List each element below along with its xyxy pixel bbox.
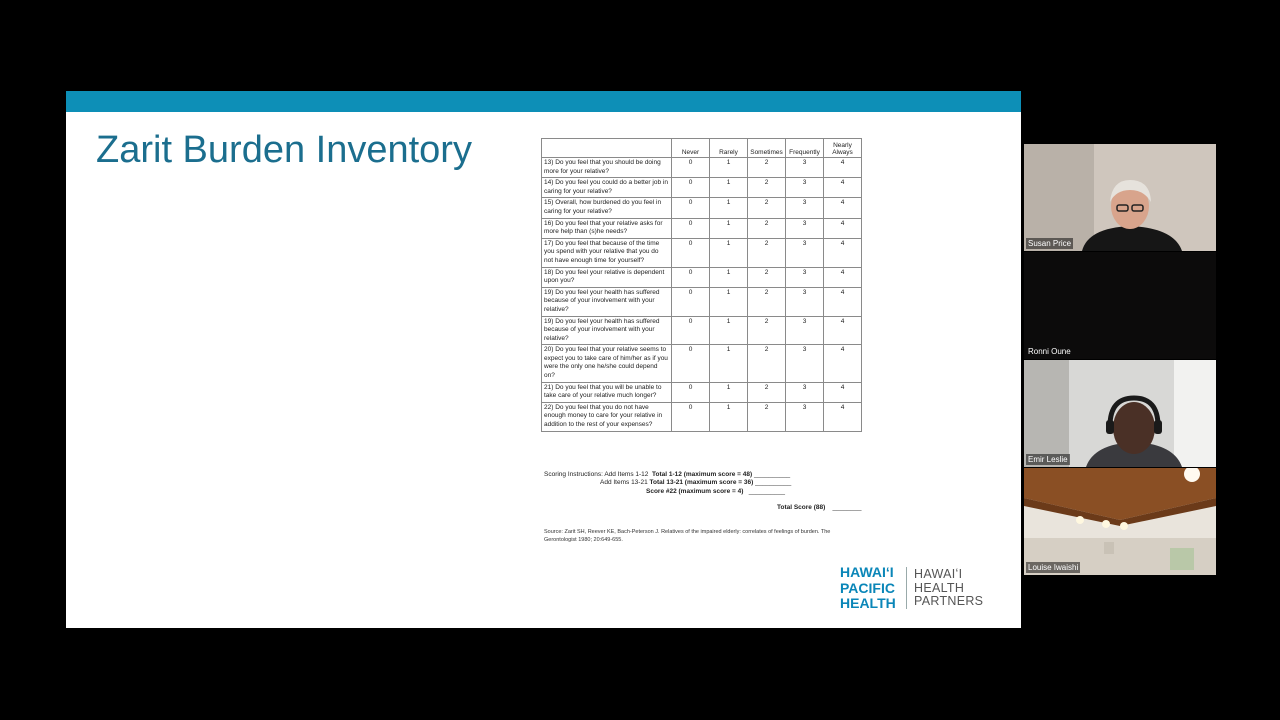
total-score	[777, 504, 861, 511]
question-text: 19) Do you feel your health has suffered because of your involvement with your relative?	[542, 316, 672, 345]
question-text: 20) Do you feel that your relative seems to expect you to take care of him/her as if you were the only one he/she could depend on?	[542, 345, 672, 382]
score-cell: 1	[710, 198, 748, 218]
participant-video-tile[interactable]	[1024, 144, 1216, 251]
score-cell: 0	[672, 267, 710, 287]
participant-name: Louise Iwaishi	[1028, 563, 1079, 572]
table-row	[542, 178, 862, 198]
table-row	[542, 287, 862, 316]
total-score-label: Total Score (88)	[777, 504, 826, 511]
score-cell: 1	[710, 382, 748, 402]
score-cell: 2	[748, 345, 786, 382]
score-cell: 1	[710, 316, 748, 345]
score-cell: 4	[824, 238, 862, 267]
scoring-score-22: Score #22 (maximum score = 4)	[646, 487, 744, 495]
score-cell: 4	[824, 158, 862, 178]
score-cell: 4	[824, 218, 862, 238]
scoring-label: Scoring Instructions: Add Items 1-12	[544, 471, 649, 478]
slide-title: Zarit Burden Inventory	[96, 129, 472, 171]
participant-video-tile[interactable]	[1024, 360, 1216, 467]
table-column-header: Frequently	[786, 139, 824, 158]
score-cell: 2	[748, 238, 786, 267]
scoring-line-1	[544, 471, 791, 479]
score-cell: 3	[786, 345, 824, 382]
score-cell: 1	[710, 345, 748, 382]
participant-video-feed	[1024, 360, 1216, 467]
scoring-line-2	[544, 479, 791, 487]
participant-name: Susan Price	[1028, 239, 1072, 248]
score-cell: 0	[672, 382, 710, 402]
table-row	[542, 198, 862, 218]
burden-inventory-table	[541, 138, 862, 432]
hawaii-pacific-health-logo	[840, 565, 896, 612]
score-cell: 2	[748, 382, 786, 402]
table-row	[542, 402, 862, 431]
table-row	[542, 345, 862, 382]
score-cell: 3	[786, 382, 824, 402]
participant-video-tile[interactable]	[1024, 252, 1216, 359]
score-cell: 4	[824, 287, 862, 316]
question-text: 14) Do you feel you could do a better job in caring for your relative?	[542, 178, 672, 198]
total-score-blank: ________	[832, 504, 862, 511]
question-text: 19) Do you feel your health has suffered because of your involvement with your relative?	[542, 287, 672, 316]
scoring-line-3	[544, 488, 791, 496]
score-cell: 0	[672, 158, 710, 178]
score-cell: 1	[710, 158, 748, 178]
presentation-slide	[66, 91, 1021, 628]
score-cell: 3	[786, 238, 824, 267]
question-text: 15) Overall, how burdened do you feel in caring for your relative?	[542, 198, 672, 218]
scoring-blank: __________	[754, 471, 791, 478]
score-cell: 0	[672, 238, 710, 267]
score-cell: 1	[710, 238, 748, 267]
participant-video-feed	[1024, 468, 1216, 575]
score-cell: 0	[672, 178, 710, 198]
score-cell: 3	[786, 158, 824, 178]
score-cell: 2	[748, 158, 786, 178]
score-cell: 0	[672, 287, 710, 316]
table-column-header: Sometimes	[748, 139, 786, 158]
logo-line: HEALTH	[914, 580, 965, 595]
score-cell: 3	[786, 402, 824, 431]
score-cell: 2	[748, 316, 786, 345]
table-column-header: Nearly Always	[824, 139, 862, 158]
scoring-blank: __________	[755, 479, 792, 487]
score-cell: 0	[672, 198, 710, 218]
participant-name: Ronni Oune	[1028, 347, 1071, 356]
table-row	[542, 316, 862, 345]
scoring-total-1-12: Total 1-12 (maximum score = 48)	[652, 471, 753, 478]
score-cell: 3	[786, 316, 824, 345]
table-row	[542, 382, 862, 402]
table-column-header: Rarely	[710, 139, 748, 158]
scoring-blank: __________	[748, 487, 785, 495]
table-row	[542, 218, 862, 238]
score-cell: 4	[824, 402, 862, 431]
score-cell: 2	[748, 198, 786, 218]
scoring-label: Add Items 13-21	[600, 479, 648, 487]
score-cell: 0	[672, 402, 710, 431]
score-cell: 4	[824, 267, 862, 287]
logo-line: HAWAIʻI	[840, 564, 894, 580]
score-cell: 0	[672, 316, 710, 345]
score-cell: 2	[748, 287, 786, 316]
logo-line: HEALTH	[840, 595, 896, 611]
score-cell: 3	[786, 178, 824, 198]
question-text: 13) Do you feel that you should be doing more for your relative?	[542, 158, 672, 178]
table-row	[542, 158, 862, 178]
score-cell: 3	[786, 287, 824, 316]
score-cell: 4	[824, 382, 862, 402]
score-cell: 0	[672, 218, 710, 238]
score-cell: 1	[710, 287, 748, 316]
slide-header-band	[66, 91, 1021, 112]
scoring-total-13-21: Total 13-21 (maximum score = 36)	[649, 479, 754, 487]
participant-video-tile[interactable]	[1024, 468, 1216, 575]
score-cell: 3	[786, 267, 824, 287]
question-text: 17) Do you feel that because of the time you spend with your relative that you do not have enough time for yourself?	[542, 238, 672, 267]
score-cell: 1	[710, 178, 748, 198]
score-cell: 4	[824, 345, 862, 382]
score-cell: 0	[672, 345, 710, 382]
table-row	[542, 238, 862, 267]
score-cell: 4	[824, 178, 862, 198]
table-row	[542, 267, 862, 287]
score-cell: 2	[748, 402, 786, 431]
score-cell: 1	[710, 402, 748, 431]
question-text: 22) Do you feel that you do not have enough money to care for your relative in addition to the rest of your expenses?	[542, 402, 672, 431]
score-cell: 1	[710, 267, 748, 287]
score-cell: 2	[748, 178, 786, 198]
question-text: 16) Do you feel that your relative asks for more help than (s)he needs?	[542, 218, 672, 238]
score-cell: 2	[748, 218, 786, 238]
participant-video-feed	[1024, 144, 1216, 251]
score-cell: 4	[824, 198, 862, 218]
scoring-instructions	[544, 471, 791, 496]
score-cell: 3	[786, 198, 824, 218]
logo-divider	[906, 567, 907, 609]
question-text: 18) Do you feel your relative is dependent upon you?	[542, 267, 672, 287]
question-text: 21) Do you feel that you will be unable to take care of your relative much longer?	[542, 382, 672, 402]
score-cell: 1	[710, 218, 748, 238]
table-header-blank	[542, 139, 672, 158]
score-cell: 3	[786, 218, 824, 238]
logo-line: HAWAIʻI	[914, 567, 963, 581]
source-citation: Source: Zarit SH, Reever KE, Bach-Peterson J. Relatives of the impaired elderly: correlates of feelings of burden. The Gerontologist 1980; 20:649-655.	[544, 529, 831, 543]
logo-line: PACIFIC	[840, 579, 895, 596]
score-cell: 4	[824, 316, 862, 345]
participant-name: Emir Leslie	[1028, 455, 1068, 464]
logo-line: PARTNERS	[914, 594, 984, 608]
hawaii-health-partners-logo	[914, 568, 983, 609]
table-column-header: Never	[672, 139, 710, 158]
score-cell: 2	[748, 267, 786, 287]
